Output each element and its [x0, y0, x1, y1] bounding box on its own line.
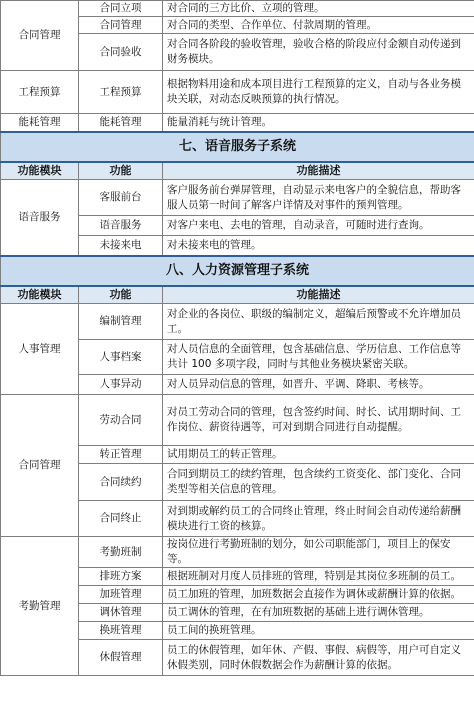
description-cell: 对合同各阶段的验收管理，验收合格的阶段应付金额自动传递到财务模块。 — [163, 34, 474, 71]
module-cell: 语音服务 — [1, 180, 79, 256]
table-row — [1, 537, 474, 568]
function-cell: 合同管理 — [79, 17, 163, 34]
table-row — [1, 395, 474, 446]
table-row — [1, 71, 474, 114]
description-cell: 对客户来电、去电的管理，自动录音，可随时进行查询。 — [163, 216, 474, 236]
function-cell: 未接来电 — [79, 236, 163, 256]
module-cell: 工程预算 — [1, 71, 79, 114]
function-cell: 合同验收 — [79, 34, 163, 71]
function-cell: 转正管理 — [79, 446, 163, 464]
function-cell: 人事档案 — [79, 340, 163, 375]
function-cell: 编制管理 — [79, 304, 163, 340]
column-header-function: 功能 — [79, 286, 163, 304]
module-cell: 合同管理 — [1, 1, 79, 71]
function-cell: 合同续约 — [79, 464, 163, 501]
description-cell: 按岗位进行考勤班制的划分，如公司职能部门，项目上的保安等。 — [163, 537, 474, 568]
table-row — [1, 180, 474, 216]
table-row — [1, 1, 474, 17]
column-header-module: 功能模块 — [1, 286, 79, 304]
function-cell: 调休管理 — [79, 604, 163, 622]
description-cell: 客户服务前台弹屏管理，自动显示来电客户的全貌信息，帮助客服人员第一时间了解客户详情及对事件的预判管理。 — [163, 180, 474, 216]
description-cell: 对合同的类型、合作单位、付款周期的管理。 — [163, 17, 474, 34]
section-title-row — [1, 132, 474, 162]
description-cell: 根据班制对月度人员排班的管理，特别是其岗位多班制的员工。 — [163, 568, 474, 586]
column-header-function: 功能 — [79, 162, 163, 180]
column-header-description: 功能描述 — [163, 286, 474, 304]
description-cell: 试用期员工的转正管理。 — [163, 446, 474, 464]
function-cell: 合同终止 — [79, 501, 163, 537]
description-cell: 对未接来电的管理。 — [163, 236, 474, 256]
description-cell: 合同到期员工的续约管理，包含续约工资变化、部门变化、合同类型等相关信息的管理。 — [163, 464, 474, 501]
description-cell: 能量消耗与统计管理。 — [163, 114, 474, 132]
description-cell: 员工调休的管理，在有加班数据的基础上进行调休管理。 — [163, 604, 474, 622]
description-cell: 对企业的各岗位、职级的编制定义，超编后预警或不允许增加员工。 — [163, 304, 474, 340]
header-row — [1, 162, 474, 180]
function-cell: 加班管理 — [79, 586, 163, 604]
module-cell: 能耗管理 — [1, 114, 79, 132]
function-cell: 合同立项 — [79, 1, 163, 17]
function-cell: 换班管理 — [79, 622, 163, 640]
description-cell: 根据物料用途和成本项目进行工程预算的定义，自动与各业务模块关联，对动态反映预算的执行情况。 — [163, 71, 474, 114]
function-cell: 考勤班制 — [79, 537, 163, 568]
function-cell: 人事异动 — [79, 375, 163, 395]
table-row — [1, 114, 474, 132]
description-cell: 对人员信息的全面管理，包含基础信息、学历信息、工作信息等共计 100 多项字段，同时与其他业务模块紧密关联。 — [163, 340, 474, 375]
function-cell: 劳动合同 — [79, 395, 163, 446]
section-title: 七、语音服务子系统 — [1, 132, 474, 162]
function-cell: 休假管理 — [79, 640, 163, 676]
column-header-module: 功能模块 — [1, 162, 79, 180]
function-cell: 语音服务 — [79, 216, 163, 236]
section-title-row — [1, 256, 474, 286]
module-cell: 人事管理 — [1, 304, 79, 395]
header-row — [1, 286, 474, 304]
description-cell: 对员工劳动合同的管理，包含签约时间、时长、试用期时间、工作岗位、薪资待遇等，可对到期合同进行自动提醒。 — [163, 395, 474, 446]
function-cell: 客服前台 — [79, 180, 163, 216]
column-header-description: 功能描述 — [163, 162, 474, 180]
description-cell: 对合同的三方比价、立项的管理。 — [163, 1, 474, 17]
function-cell: 排班方案 — [79, 568, 163, 586]
function-cell: 能耗管理 — [79, 114, 163, 132]
description-cell: 对到期或解约员工的合同终止管理，终止时间会自动传递给薪酬模块进行工资的核算。 — [163, 501, 474, 537]
table-row — [1, 304, 474, 340]
description-cell: 员工加班的管理，加班数据会直接作为调休或薪酬计算的依据。 — [163, 586, 474, 604]
section-title: 八、人力资源管理子系统 — [1, 256, 474, 286]
description-cell: 员工的休假管理，如年休、产假、事假、病假等，用户可自定义休假类别，同时休假数据会作为薪酬计算的依据。 — [163, 640, 474, 676]
description-cell: 对人员异动信息的管理，如晋升、平调、降职、考核等。 — [163, 375, 474, 395]
function-cell: 工程预算 — [79, 71, 163, 114]
description-cell: 员工间的换班管理。 — [163, 622, 474, 640]
module-cell: 合同管理 — [1, 395, 79, 537]
module-cell: 考勤管理 — [1, 537, 79, 676]
